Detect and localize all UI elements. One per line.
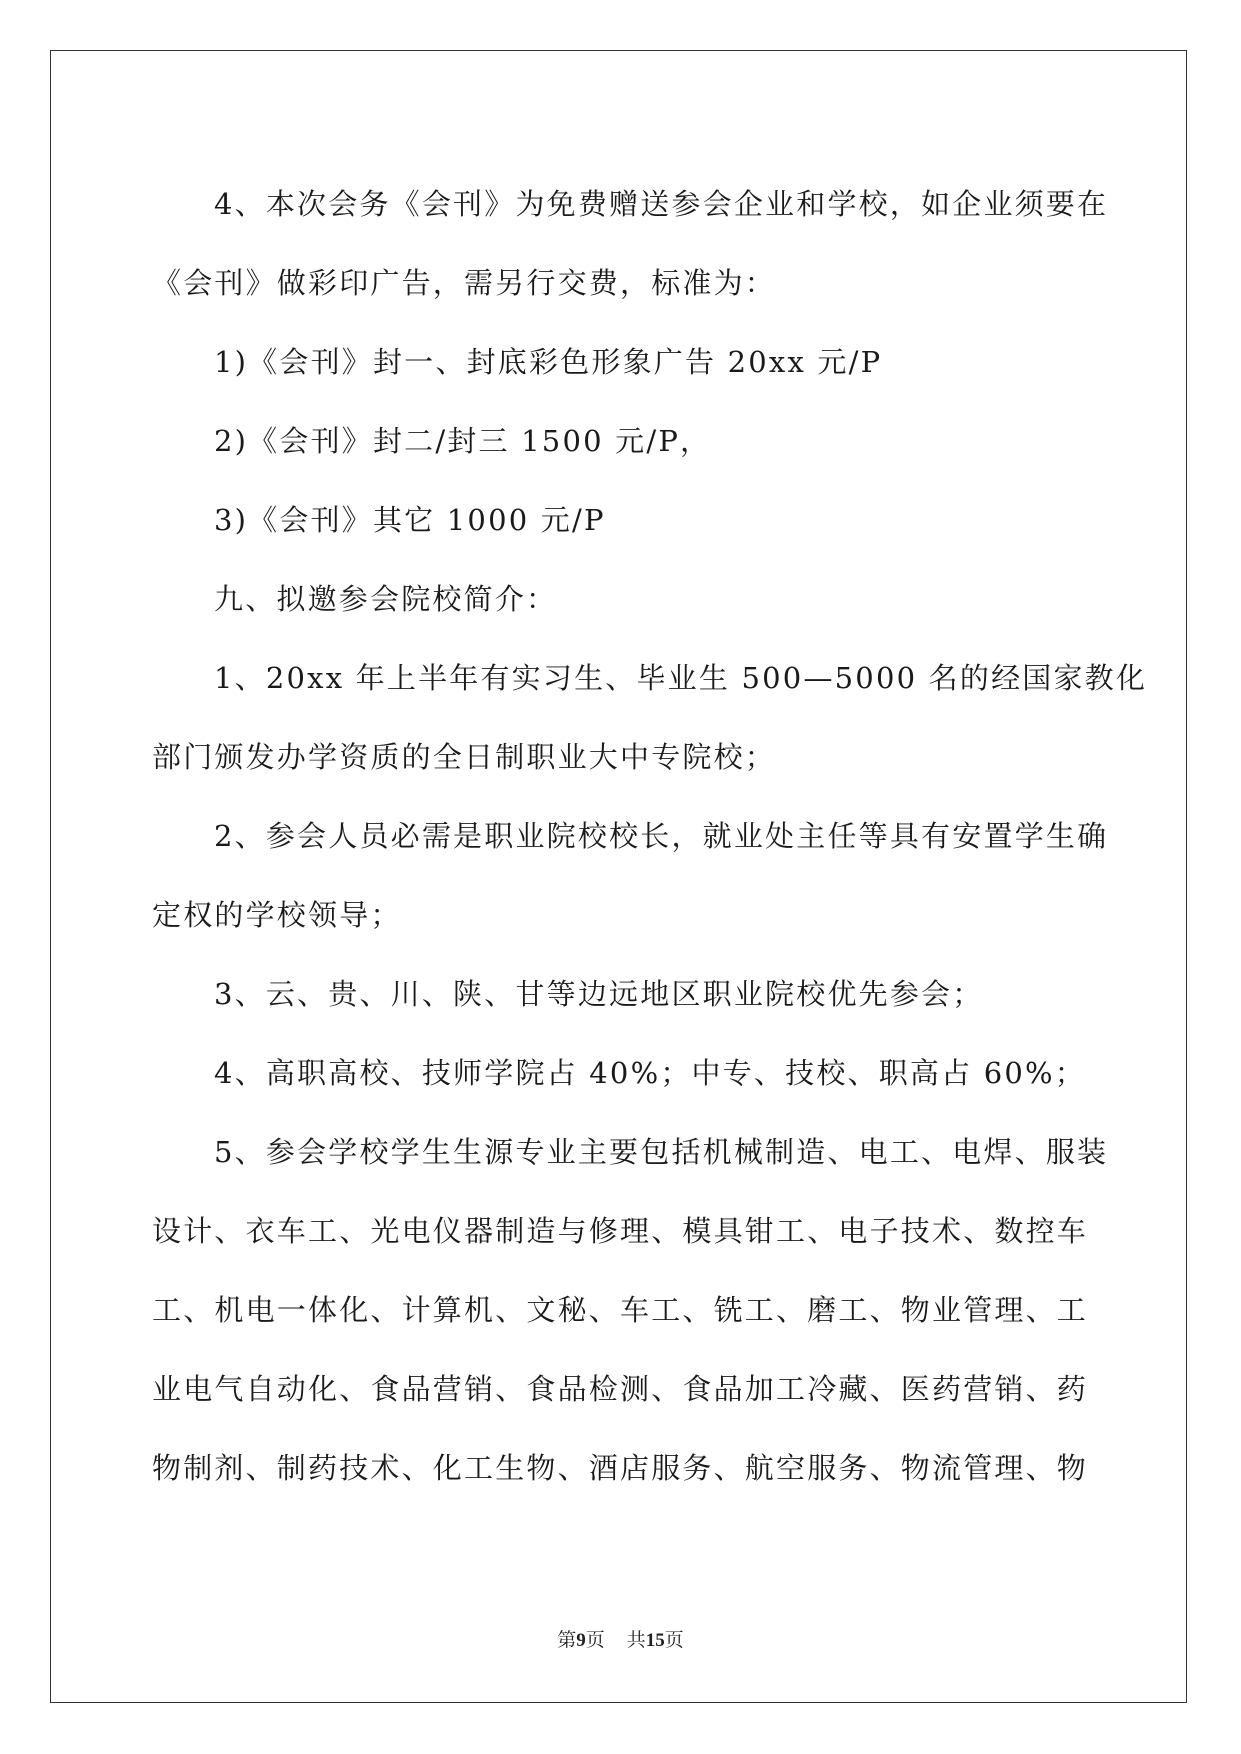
- paragraph-line: 3、云、贵、川、陕、甘等边远地区职业院校优先参会；: [214, 977, 984, 1011]
- paragraph-line: 物制剂、制药技术、化工生物、酒店服务、航空服务、物流管理、物: [152, 1451, 1089, 1485]
- total-prefix: 共: [626, 1629, 646, 1651]
- page-footer: [0, 1625, 1241, 1652]
- paragraph-line: 1、20xx 年上半年有实习生、毕业生 500—5000 名的经国家教化: [214, 661, 1148, 695]
- paragraph-line: 《会刊》做彩印广告，需另行交费，标准为：: [152, 266, 777, 300]
- page-unit: 页: [585, 1629, 605, 1651]
- document-body: [152, 165, 1148, 1508]
- paragraph-line: 工、机电一体化、计算机、文秘、车工、铣工、磨工、物业管理、工: [152, 1293, 1089, 1327]
- paragraph-line: 5、参会学校学生生源专业主要包括机械制造、电工、电焊、服装: [214, 1135, 1109, 1169]
- paragraph-line: 2)《会刊》封二/封三 1500 元/P，: [214, 424, 712, 458]
- total-pages: 15: [645, 1630, 665, 1651]
- total-unit: 页: [664, 1629, 684, 1651]
- paragraph-line: 3)《会刊》其它 1000 元/P: [214, 503, 606, 537]
- paragraph-line: 4、高职高校、技师学院占 40%；中专、技校、职高占 60%；: [214, 1056, 1087, 1090]
- page-prefix: 第: [557, 1629, 577, 1651]
- paragraph-line: 定权的学校领导；: [152, 898, 402, 932]
- paragraph-line: 2、参会人员必需是职业院校校长，就业处主任等具有安置学生确: [214, 819, 1109, 853]
- paragraph-line: 设计、衣车工、光电仪器制造与修理、模具钳工、电子技术、数控车: [152, 1214, 1089, 1248]
- paragraph-line: 4、本次会务《会刊》为免费赠送参会企业和学校，如企业须要在: [214, 187, 1109, 221]
- section-heading: 九、拟邀参会院校简介：: [214, 582, 558, 616]
- paragraph-line: 业电气自动化、食品营销、食品检测、食品加工冷藏、医药营销、药: [152, 1372, 1089, 1406]
- paragraph-line: 部门颁发办学资质的全日制职业大中专院校；: [152, 740, 777, 774]
- page-number: 9: [576, 1630, 586, 1651]
- paragraph-line: 1)《会刊》封一、封底彩色形象广告 20xx 元/P: [214, 345, 883, 379]
